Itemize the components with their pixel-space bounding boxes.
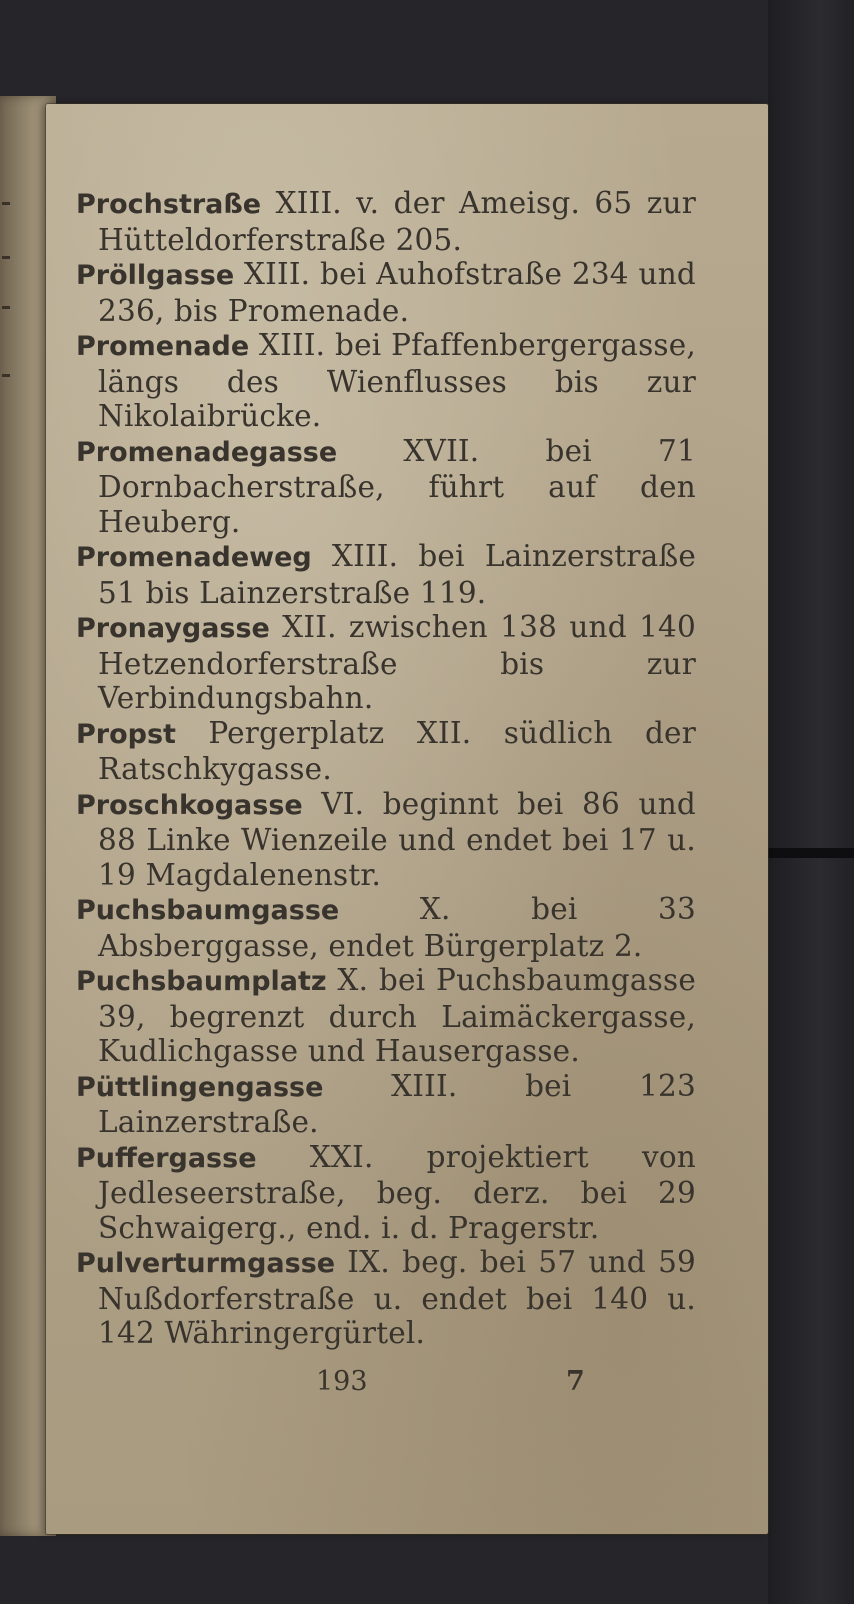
entry-proschkogasse [76, 787, 696, 893]
headword: Promenade [76, 331, 250, 362]
entry-pronaygasse [76, 610, 696, 716]
sheet-number: 7 [566, 1366, 585, 1397]
entry-text: XIII. bei 123 Lainzerstraße. [98, 1068, 696, 1139]
entry-propst-pergerplatz [76, 716, 696, 787]
print-mark [2, 306, 10, 309]
entry-text: XVII. bei 71 Dornbacherstraße, führt auf den Heuberg. [98, 433, 696, 539]
page-footer [46, 1366, 768, 1400]
entry-text: IX. beg. bei 57 und 59 Nußdorferstraße u. endet bei 140 u. 142 Währingergürtel. [98, 1245, 697, 1350]
entry-text: XIII. bei Auhofstraße 234 und 236, bis Promenade. [98, 257, 696, 328]
headword: Püttlingengasse [76, 1071, 324, 1103]
entry-text: XXI. projektiert von Jedleseerstraße, beg. derz. bei 29 Schwaigerg., end. i. d. Pragerstr. [98, 1139, 696, 1245]
backdrop-divider [768, 848, 854, 858]
entry-puffergasse [76, 1140, 696, 1246]
print-mark [2, 256, 10, 259]
entry-prochstrasse [76, 186, 696, 257]
print-mark [2, 374, 10, 377]
entry-text: XIII. bei Pfaffenbergergasse, längs des Wienflusses bis zur Nikolaibrücke. [98, 328, 697, 433]
headword: Pronaygasse [76, 613, 270, 644]
entry-puettlingengasse [76, 1069, 696, 1140]
headword: Prochstraße [76, 189, 262, 220]
entry-text: X. bei Puchsbaumgasse 39, begrenzt durch Laimäckergasse, Kudlichgasse und Hausergasse. [98, 963, 696, 1068]
directory-page [46, 104, 768, 1534]
entry-proellgasse [76, 257, 696, 328]
entry-text: Pergerplatz XII. südlich der Ratschkygasse. [98, 715, 697, 786]
page-number: 193 [316, 1366, 368, 1397]
headword: Pulverturmgasse [76, 1248, 336, 1279]
headword: Pröllgasse [76, 260, 235, 291]
entry-text: XII. zwischen 138 und 140 Hetzendorferstraße bis zur Verbindungsbahn. [98, 610, 696, 715]
entry-text: X. bei 33 Absberggasse, endet Bürgerplatz 2. [98, 892, 696, 963]
dark-backdrop [768, 0, 854, 1604]
headword: Promenadegasse [76, 436, 338, 468]
headword: Puffergasse [76, 1142, 257, 1174]
entry-promenade [76, 328, 696, 434]
entry-text: XIII. bei Lainzerstraße 51 bis Lainzerstraße 119. [98, 539, 697, 610]
headword: Puchsbaumplatz [76, 966, 327, 997]
headword: Promenadeweg [76, 542, 312, 573]
headword: Puchsbaumgasse [76, 895, 340, 926]
entry-puchsbaumgasse [76, 892, 696, 963]
entry-text: XIII. v. der Ameisg. 65 zur Hütteldorferstraße 205. [98, 186, 696, 257]
headword: Proschkogasse [76, 789, 303, 821]
entry-pulverturmgasse [76, 1245, 696, 1351]
street-directory [76, 186, 696, 1351]
print-mark [2, 202, 10, 205]
entry-text: VI. beginnt bei 86 und 88 Linke Wienzeile und endet bei 17 u. 19 Magdalenenstr. [98, 786, 696, 892]
entry-promenadegasse [76, 434, 696, 540]
entry-puchsbaumplatz [76, 963, 696, 1069]
entry-promenadeweg [76, 539, 696, 610]
headword: Propst [76, 718, 176, 750]
